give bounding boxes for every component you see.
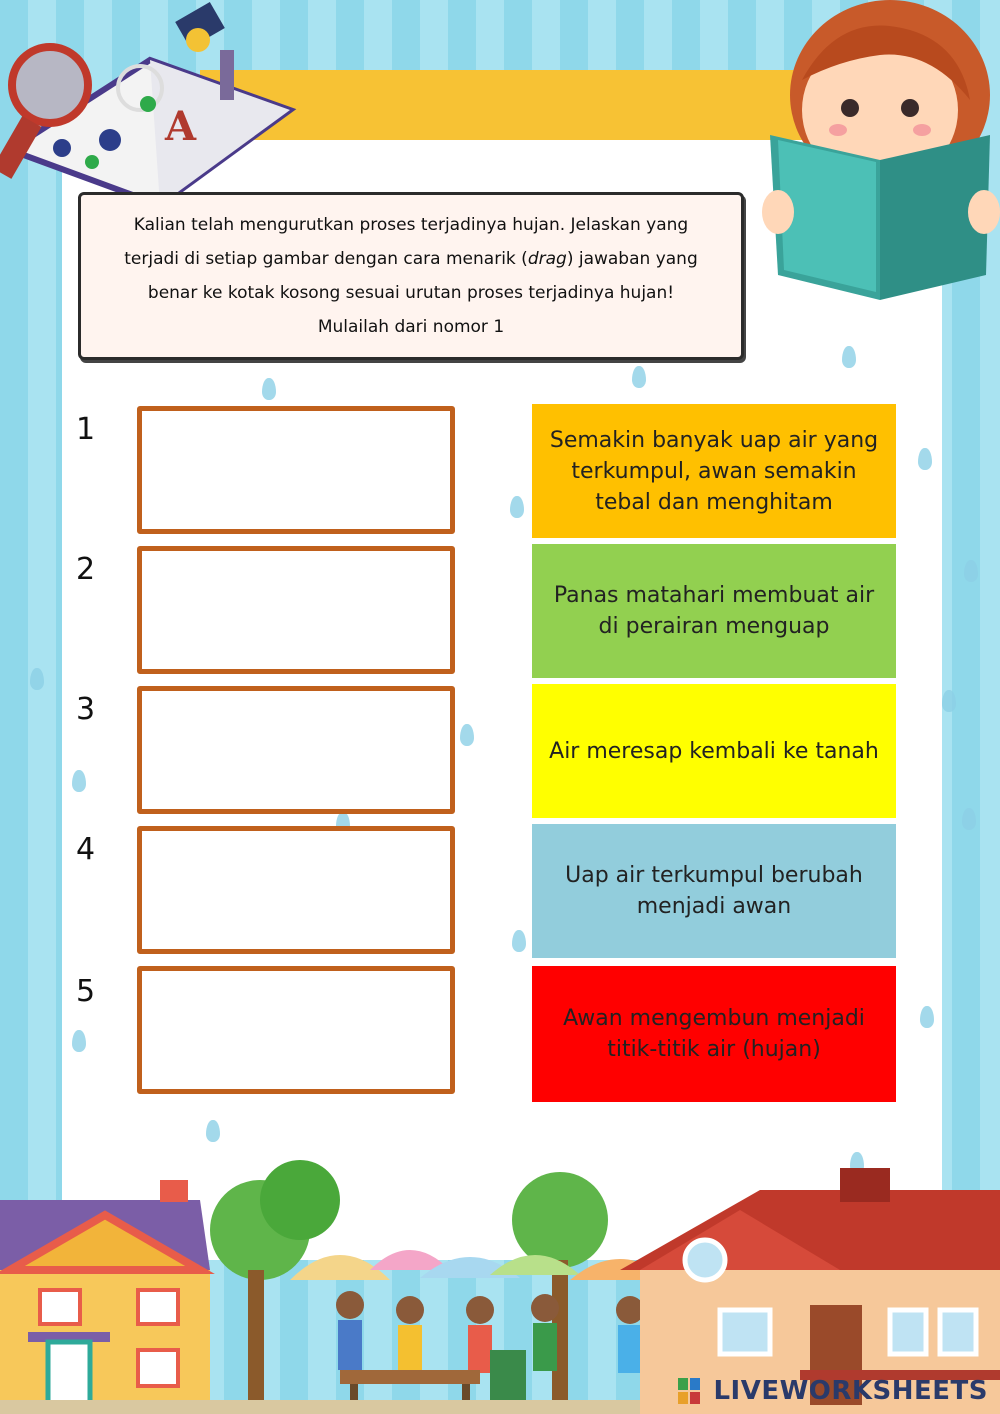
- answer-card-2-text: Panas matahari membuat air di perairan menguap: [553, 583, 875, 639]
- slot-number-3: 3: [76, 692, 96, 727]
- answer-card-1-text: Semakin banyak uap air yang terkumpul, awan semakin tebal dan menghitam: [549, 427, 879, 515]
- girl-reading-illustration: [760, 0, 1000, 305]
- slot-number-1: 1: [76, 412, 96, 447]
- answer-card-1[interactable]: [532, 404, 896, 538]
- drop-slot-4[interactable]: [137, 826, 455, 954]
- liveworksheets-logo: LIVEWORKSHEETS: [713, 1376, 988, 1406]
- answer-card-5-text: Awan mengembun menjadi titik-titik air (hujan): [563, 1006, 865, 1062]
- slot-number-5: 5: [76, 974, 96, 1009]
- instruction-line-1: Kalian telah mengurutkan proses terjadinya hujan. Jelaskan yang: [133, 215, 689, 235]
- instruction-line-2a: terjadi di setiap gambar dengan cara menarik (: [124, 249, 528, 269]
- drop-slot-5[interactable]: [137, 966, 455, 1094]
- instruction-text: [110, 208, 712, 344]
- science-book-illustration: [0, 0, 300, 215]
- answer-card-3[interactable]: [532, 684, 896, 818]
- liveworksheets-logo-icon: [678, 1378, 700, 1404]
- slot-number-4: 4: [76, 832, 96, 867]
- instruction-box: [78, 192, 744, 360]
- instruction-line-3: benar ke kotak kosong sesuai urutan proses terjadinya hujan!: [147, 283, 675, 303]
- answer-card-3-text: Air meresap kembali ke tanah: [549, 738, 879, 764]
- answer-card-5[interactable]: [532, 966, 896, 1102]
- svg-text:A: A: [165, 103, 197, 150]
- drop-slot-3[interactable]: [137, 686, 455, 814]
- slot-number-2: 2: [76, 552, 96, 587]
- instruction-line-2b: ) jawaban yang: [566, 249, 698, 269]
- answer-card-4-text: Uap air terkumpul berubah menjadi awan: [565, 863, 863, 919]
- drop-slot-2[interactable]: [137, 546, 455, 674]
- instruction-line-4: Mulailah dari nomor 1: [317, 317, 505, 337]
- answer-card-2[interactable]: [532, 544, 896, 678]
- instruction-drag-word: drag: [527, 249, 567, 269]
- drop-slot-1[interactable]: [137, 406, 455, 534]
- answer-card-4[interactable]: [532, 824, 896, 958]
